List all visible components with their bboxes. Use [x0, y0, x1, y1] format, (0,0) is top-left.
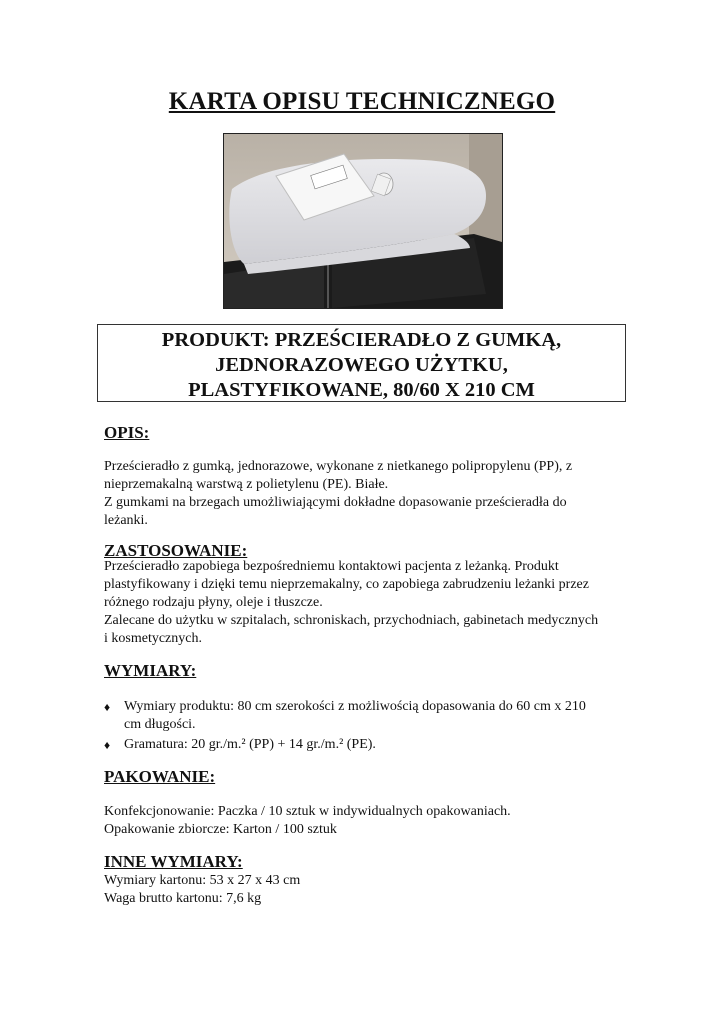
inne-wymiary-line: Wymiary kartonu: 53 x 27 x 43 cm: [104, 873, 301, 888]
zastosowanie-line: i kosmetycznych.: [104, 631, 202, 646]
opis-line: nieprzemakalną warstwą z polietylenu (PE). Białe.: [104, 477, 389, 492]
product-photo-illustration: [224, 134, 502, 308]
pakowanie-heading: PAKOWANIE:: [104, 767, 216, 786]
list-item: [104, 698, 629, 734]
opis-line: Z gumkami na brzegach umożliwiającymi dokładne dopasowanie prześcieradła do: [104, 495, 567, 510]
product-photo: [223, 133, 503, 309]
diamond-bullet-icon: ♦: [104, 738, 111, 752]
product-line-1: PRODUKT: PRZEŚCIERADŁO Z GUMKĄ,: [161, 329, 562, 351]
product-name-box: [97, 324, 626, 402]
zastosowanie-heading: ZASTOSOWANIE:: [104, 541, 248, 560]
opis-line: Prześcieradło z gumką, jednorazowe, wykonane z nietkanego polipropylenu (PP), z: [104, 459, 573, 474]
pakowanie-text: [104, 803, 629, 839]
inne-wymiary-line: Waga brutto kartonu: 7,6 kg: [104, 891, 262, 906]
opis-line: leżanki.: [104, 513, 148, 528]
opis-text: [104, 458, 629, 530]
wymiary-item-text: Gramatura: 20 gr./m.² (PP) + 14 gr./m.² (PE).: [124, 737, 376, 752]
document-title: KARTA OPISU TECHNICZNEGO: [168, 88, 556, 115]
zastosowanie-line: różnego rodzaju płyny, oleje i tłuszcze.: [104, 595, 323, 610]
opis-heading: OPIS:: [104, 423, 150, 442]
zastosowanie-line: Prześcieradło zapobiega bezpośredniemu kontaktowi pacjenta z leżanką. Produkt: [104, 559, 559, 574]
pakowanie-line: Konfekcjonowanie: Paczka / 10 sztuk w indywidualnych opakowaniach.: [104, 804, 511, 819]
wymiary-heading: WYMIARY:: [104, 661, 197, 680]
product-line-3: PLASTYFIKOWANE, 80/60 X 210 CM: [188, 379, 535, 401]
diamond-bullet-icon: ♦: [104, 700, 111, 714]
wymiary-list: [104, 698, 629, 756]
list-item: [104, 736, 629, 754]
product-line-2: JEDNORAZOWEGO UŻYTKU,: [215, 354, 508, 376]
wymiary-item-text-cont: cm długości.: [124, 717, 196, 732]
zastosowanie-line: Zalecane do użytku w szpitalach, schroniskach, przychodniach, gabinetach medycznych: [104, 613, 599, 628]
zastosowanie-text: [104, 558, 629, 648]
inne-wymiary-text: [104, 872, 629, 908]
zastosowanie-line: plastyfikowany i dzięki temu nieprzemakalny, co zapobiega zabrudzeniu leżanki przez: [104, 577, 589, 592]
pakowanie-line: Opakowanie zbiorcze: Karton / 100 sztuk: [104, 822, 337, 837]
inne-wymiary-heading: INNE WYMIARY:: [104, 852, 243, 871]
wymiary-item-text: Wymiary produktu: 80 cm szerokości z możliwością dopasowania do 60 cm x 210: [124, 699, 586, 714]
